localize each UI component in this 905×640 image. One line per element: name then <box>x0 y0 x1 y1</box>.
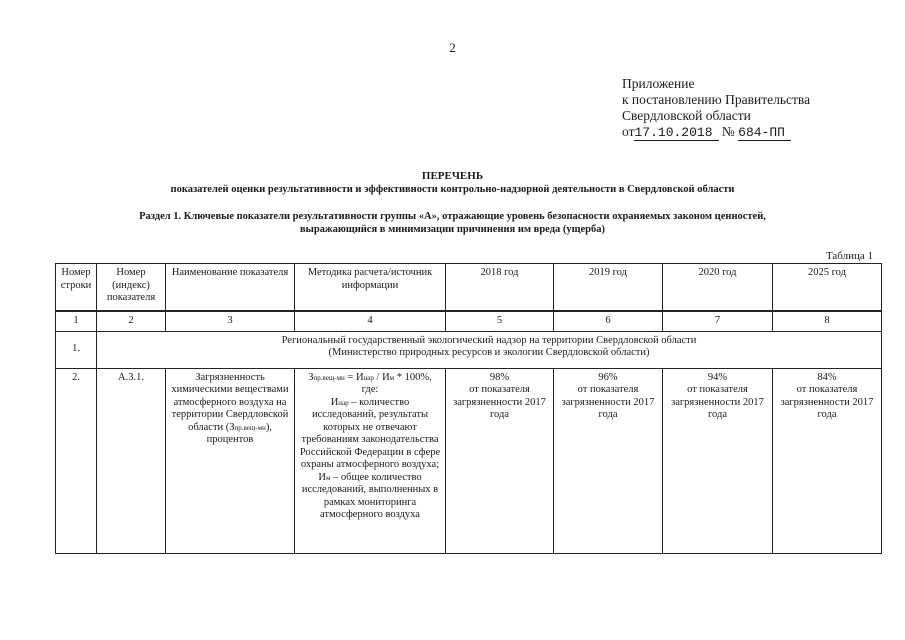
section-row-line-2: (Министерство природных ресурсов и экологии Свердловской области) <box>328 347 650 358</box>
formula-part: З <box>308 371 314 383</box>
document-title: ПЕРЕЧЕНЬ <box>421 170 484 182</box>
section-title <box>60 210 845 236</box>
number-value: 684-ПП <box>738 125 791 141</box>
value-2025 <box>773 368 882 553</box>
formula-part: / И <box>373 371 390 383</box>
method-definition-2 <box>298 472 442 522</box>
value-2019-text: от показателя загрязненности 2017 года <box>561 384 655 420</box>
value-2020-text: от показателя загрязненности 2017 года <box>671 384 764 420</box>
formula-subscript: пр.вещ-мн <box>313 373 345 382</box>
appendix-date-line <box>622 124 810 141</box>
calculation-method <box>295 368 446 553</box>
header-2025: 2025 год <box>773 264 882 312</box>
definition-text: – количество исследований, результаты которых не отвечают требованиям законодательства Российской Федерации в сфере охраны атмосферного воздуха; <box>299 396 441 470</box>
value-2018 <box>446 368 554 553</box>
definition-symbol: И <box>330 396 339 408</box>
table-row <box>56 368 882 553</box>
indicator-index: А.3.1. <box>97 368 166 553</box>
appendix-line-2: к постановлению Правительства <box>622 92 811 107</box>
formula-part: = И <box>344 371 364 383</box>
indicator-name-text: Загрязненность химическими веществами атмосферного воздуха на территории Свердловской области (З <box>171 371 289 433</box>
method-definition-1 <box>298 397 442 472</box>
section-title-line-2: выражающийся в минимизации причинения им вреда (ущерба) <box>300 224 605 235</box>
value-2019 <box>554 368 663 553</box>
header-2018: 2018 год <box>446 264 554 312</box>
table-caption: Таблица 1 <box>825 250 873 262</box>
indicators-table <box>55 263 882 554</box>
page-number: 2 <box>449 40 456 55</box>
header-2019: 2019 год <box>554 264 663 312</box>
formula-part: * 100%, <box>394 371 432 383</box>
column-number: 7 <box>663 311 773 331</box>
section-title-line-1: Раздел 1. Ключевые показатели результативности группы «А», отражающие уровень безопасности охраняемых законом ценностей, <box>139 211 766 222</box>
value-2025-text: от показателя загрязненности 2017 года <box>780 384 874 420</box>
value-2020-percent: 94% <box>707 371 728 383</box>
definition-subscript: м <box>325 473 331 482</box>
appendix-line-3: Свердловской области <box>622 108 751 123</box>
definition-subscript: нар <box>338 398 349 407</box>
indicator-name <box>166 368 295 553</box>
column-number: 8 <box>773 311 882 331</box>
formula-subscript: м <box>389 373 395 382</box>
method-where: где: <box>361 384 379 395</box>
row-number: 2. <box>56 368 97 553</box>
date-value: 17.10.2018 <box>634 125 718 141</box>
definition-text: – общее количество исследований, выполненных в рамках мониторинга атмосферного воздуха <box>301 471 439 520</box>
section-row-line-1: Региональный государственный экологический надзор на территории Свердловской области <box>281 334 697 346</box>
column-number: 6 <box>554 311 663 331</box>
value-2018-percent: 98% <box>489 371 510 383</box>
appendix-block <box>622 76 810 141</box>
formula-subscript: нар <box>363 373 374 382</box>
column-number: 2 <box>97 311 166 331</box>
column-number: 4 <box>295 311 446 331</box>
appendix-line-1: Приложение <box>622 76 695 91</box>
section-row <box>56 331 882 368</box>
column-number: 1 <box>56 311 97 331</box>
header-2020: 2020 год <box>663 264 773 312</box>
header-index: Номер (индекс) показателя <box>97 264 166 312</box>
section-row-title <box>97 331 882 368</box>
number-prefix: № <box>721 124 735 139</box>
indicator-name-end: ), процентов <box>206 421 272 445</box>
header-row-number: Номер строки <box>56 264 97 312</box>
column-number: 5 <box>446 311 554 331</box>
table-header-row <box>56 264 882 312</box>
section-row-number: 1. <box>56 331 97 368</box>
value-2025-percent: 84% <box>817 371 837 383</box>
definition-symbol: И <box>318 471 326 483</box>
column-number: 3 <box>166 311 295 331</box>
header-method: Методика расчета/источник информации <box>295 264 446 312</box>
header-name: Наименование показателя <box>166 264 295 312</box>
value-2018-text: от показателя загрязненности 2017 года <box>453 384 546 420</box>
date-prefix: от <box>622 124 635 139</box>
value-2020 <box>663 368 773 553</box>
document-subtitle: показателей оценки результативности и эффективности контрольно-надзорной деятельности в Свердловской области <box>170 184 735 195</box>
column-numbers-row <box>56 311 882 331</box>
value-2019-percent: 96% <box>598 371 618 383</box>
indicator-name-subscript: пр.вещ-мн <box>234 423 266 432</box>
method-formula <box>298 372 442 385</box>
